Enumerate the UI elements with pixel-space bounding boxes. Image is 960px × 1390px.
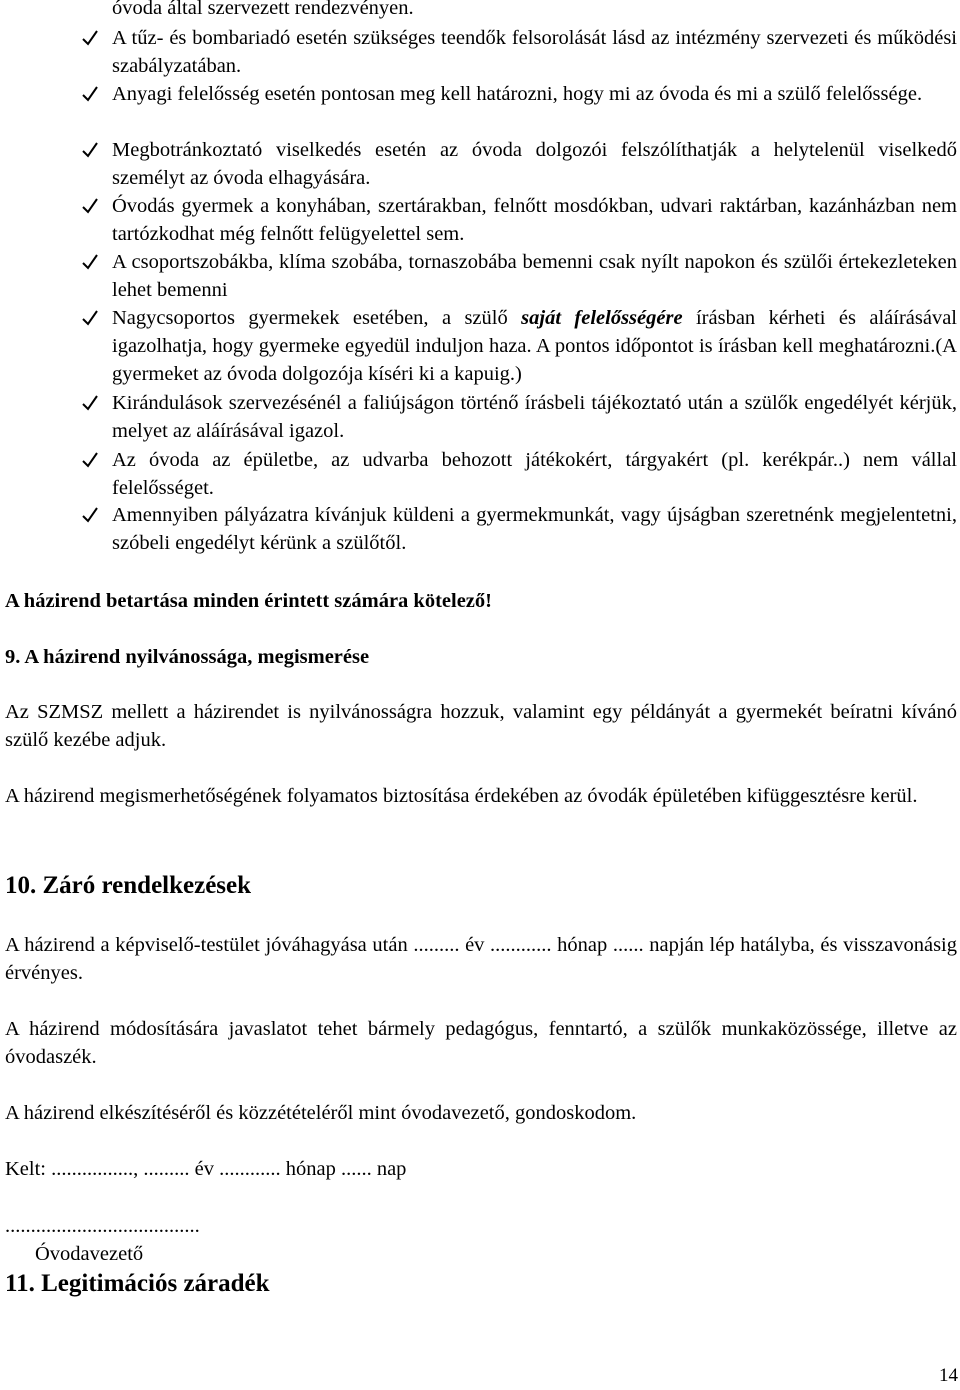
list-item: Anyagi felelősség esetén pontosan meg kell határozni, hogy mi az óvoda és mi a szülő felelőssége.	[112, 83, 923, 105]
list-item: A tűz- és bombariadó esetén szükséges teendők felsorolását lásd az intézmény szervezeti és működési szabályzatában.	[112, 27, 957, 77]
check-icon	[80, 140, 102, 162]
list-item: Amennyiben pályázatra kívánjuk küldeni a gyermekmunkát, vagy újságban szeretnénk megjelentetni, szóbeli engedélyt kérünk a szülőtől.	[112, 504, 957, 554]
section-10-heading: 10. Záró rendelkezések	[5, 872, 252, 899]
check-icon	[80, 393, 102, 415]
date-line: Kelt: ................, ......... év ............ hónap ...... nap	[5, 1158, 407, 1180]
list-item-text: írásban kérheti és aláírásával igazolhatja, hogy gyermeke egyedül induljon haza. A pontos időpontot is írásban kell meghatározni.(A gyermeket az óvoda dolgozója kíséri ki a kapuig.)	[112, 307, 958, 385]
list-item: Óvodás gyermek a konyhában, szertárakban, felnőtt mosdókban, udvari raktárban, kazánházban nem tartózkodhat még felnőtt felügyelettel sem.	[112, 195, 957, 245]
paragraph: A házirend elkészítéséről és közzétételéről mint óvodavezető, gondoskodom.	[5, 1102, 637, 1124]
check-icon	[80, 450, 102, 472]
section-9-heading: 9. A házirend nyilvánossága, megismerése	[5, 646, 370, 668]
check-icon	[80, 84, 102, 106]
check-icon	[80, 252, 102, 274]
check-icon	[80, 196, 102, 218]
paragraph: A házirend a képviselő-testület jóváhagyása után ......... év ............ hónap ...... napján lép hatályba, és visszavonásig érvényes.	[5, 934, 957, 984]
list-continuation: óvoda által szervezett rendezvényen.	[112, 0, 414, 19]
obligation-statement: A házirend betartása minden érintett számára kötelező!	[5, 590, 492, 612]
list-item: Az óvoda az épületbe, az udvarba behozott játékokért, tárgyakért (pl. kerékpár..) nem vállal felelősséget.	[112, 449, 957, 499]
list-item	[112, 304, 957, 388]
list-item: Kirándulások szervezésénél a faliújságon történő írásbeli tájékoztató után a szülők engedélyét kérjük, melyet az aláírásával igazol.	[112, 392, 957, 442]
emphasis-text: saját felelősségére	[521, 307, 683, 329]
page-number: 14	[939, 1365, 958, 1386]
list-item: A csoportszobákba, klíma szobába, tornaszobába bemenni csak nyílt napokon és szülői értekezleteken lehet bemenni	[112, 251, 957, 301]
section-11-heading: 11. Legitimációs záradék	[5, 1270, 270, 1297]
paragraph: A házirend megismerhetőségének folyamatos biztosítása érdekében az óvodák épületében kifüggesztésre kerül.	[5, 785, 918, 807]
paragraph: Az SZMSZ mellett a házirendet is nyilvánosságra hozzuk, valamint egy példányát a gyermekét beíratni kívánó szülő kezébe adjuk.	[5, 701, 957, 751]
list-item-text: Nagycsoportos gyermekek esetében, a szülő	[112, 307, 522, 329]
check-icon	[80, 505, 102, 527]
signature-title: Óvodavezető	[35, 1243, 144, 1265]
check-icon	[80, 308, 102, 330]
list-item: Megbotránkoztató viselkedés esetén az óvoda dolgozói felszólíthatják a helytelenül viselkedő személyt az óvoda elhagyására.	[112, 139, 957, 189]
paragraph: A házirend módosítására javaslatot tehet bármely pedagógus, fenntartó, a szülők munkaközössége, illetve az óvodaszék.	[5, 1018, 957, 1068]
signature-line: ......................................	[5, 1215, 200, 1237]
check-icon	[80, 28, 102, 50]
